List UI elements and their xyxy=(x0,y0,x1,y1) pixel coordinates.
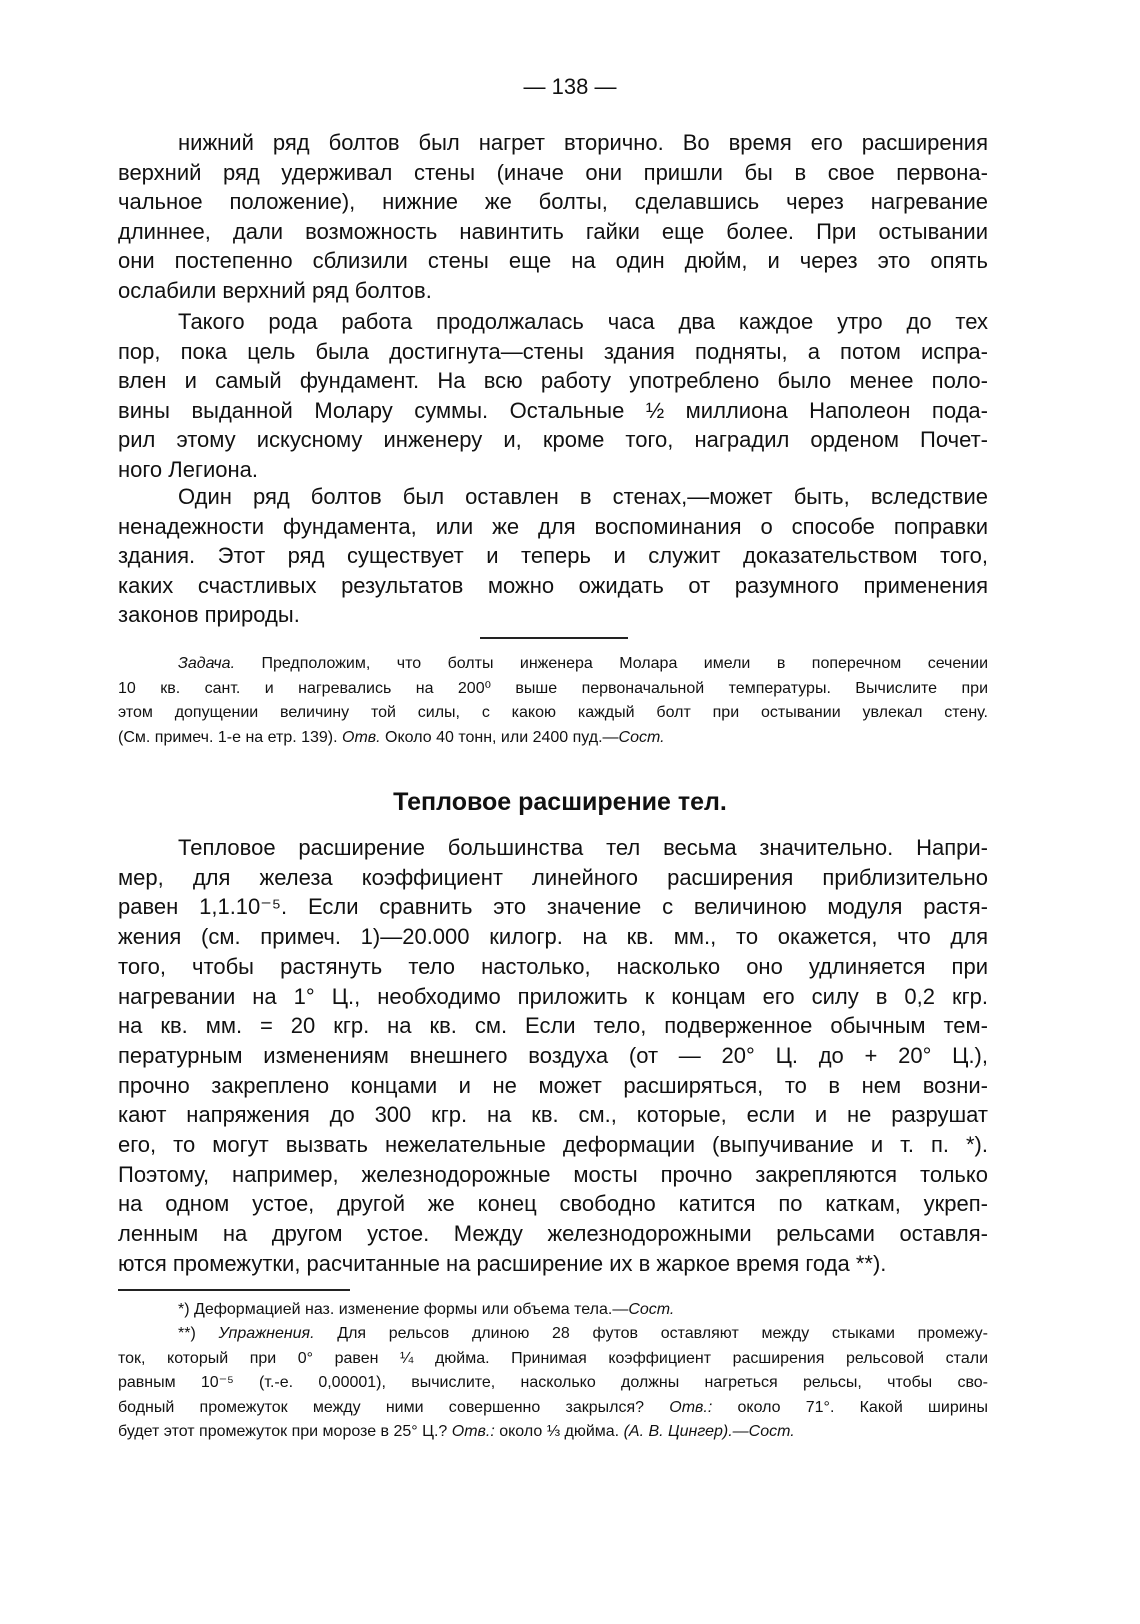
text: около ⅓ дюйма. xyxy=(494,1423,624,1440)
paragraph-line xyxy=(118,189,988,215)
paragraph-line xyxy=(118,1073,988,1099)
italic-text: Отв.: xyxy=(451,1423,495,1440)
paragraph-line xyxy=(118,573,988,599)
text: влен и самый фундамент. На всю работу употреблено было менее поло- xyxy=(118,368,988,394)
text: Тепловое расширение большинства тел весьма значительно. Напри- xyxy=(178,835,988,860)
paragraph-line xyxy=(118,1102,988,1128)
text: равен 1,1.10⁻⁵. Если сравнить это значение с величиною модуля растя- xyxy=(118,894,988,920)
text: пор, пока цель была достигнута—стены здания подняты, а потом испра- xyxy=(118,338,988,364)
text: около 71°. Какой ширины xyxy=(712,1398,988,1416)
footnote-line xyxy=(118,1349,988,1369)
text: 10 кв. сант. и нагревались на 200⁰ выше первоначальной температуры. Вычислите при xyxy=(118,679,988,697)
text: равным 10⁻⁵ (т.-е. 0,00001), вычислите, насколько должны нагреться рельсы, чтобы сво- xyxy=(118,1374,988,1391)
paragraph-line xyxy=(118,514,988,540)
problem-line xyxy=(118,703,988,723)
text: пературным изменениям внешнего воздуха (от — 20° Ц. до + 20° Ц.), xyxy=(118,1042,988,1068)
italic-text: Сост. xyxy=(618,728,665,746)
text: нижний ряд болтов был нагрет вторично. Во время его расширения xyxy=(178,130,988,155)
paragraph-line xyxy=(118,924,988,950)
paragraph-line xyxy=(118,427,988,453)
paragraph-line xyxy=(178,835,988,861)
paragraph-line xyxy=(118,1191,988,1217)
paragraph-line xyxy=(118,984,988,1010)
text: мер, для железа коэффициент линейного расширения приблизительно xyxy=(118,864,988,890)
footnote-line xyxy=(118,1373,988,1393)
text: Один ряд болтов был оставлен в стенах,—может быть, вследствие xyxy=(178,484,988,509)
paragraph-line xyxy=(118,1043,988,1069)
problem-line xyxy=(118,728,988,748)
paragraph-line xyxy=(118,1162,988,1188)
text: **) xyxy=(178,1325,219,1342)
text: кают напряжения до 300 кгр. на кв. см., которые, если и не разрушат xyxy=(118,1102,988,1128)
paragraph-line xyxy=(178,484,988,510)
paragraph-line xyxy=(118,543,988,569)
text: Для рельсов длиною 28 футов оставляют между стыками промежу- xyxy=(314,1325,989,1342)
footnote-line xyxy=(118,1398,988,1418)
text: жения (см. примеч. 1)—20.000 килогр. на кв. мм., то окажется, что для xyxy=(118,924,988,950)
problem-line xyxy=(178,654,988,674)
paragraph-line xyxy=(118,398,988,424)
italic-text: Сост. xyxy=(628,1301,675,1318)
text: будет этот промежуток при морозе в 25° Ц.? xyxy=(118,1423,452,1440)
text: ослабили верхний ряд болтов. xyxy=(118,278,432,303)
text: Предположим, что болты инженера Молара имели в поперечном сечении xyxy=(235,655,988,672)
text: ного Легиона. xyxy=(118,457,258,482)
paragraph-line xyxy=(178,309,988,335)
text: ненадежности фундамента, или же для воспоминания о способе поправки xyxy=(118,513,988,539)
paragraph-line xyxy=(118,339,988,365)
paragraph-line xyxy=(118,368,988,394)
section-heading: Тепловое расширение тел. xyxy=(393,788,727,816)
text: верхний ряд удерживал стены (иначе они пришли бы в свое первона- xyxy=(118,159,988,185)
text: (См. примеч. 1-е на етр. 139). xyxy=(118,728,343,746)
text: каких счастливых результатов можно ожидать от разумного применения xyxy=(118,572,988,598)
paragraph-line xyxy=(118,248,988,274)
footnote-line xyxy=(178,1300,988,1320)
paragraph-line xyxy=(118,602,988,628)
text: чальное положение), нижние же болты, сделавшись через нагревание xyxy=(118,189,988,215)
paragraph-line xyxy=(118,954,988,980)
text: того, чтобы растянуть тело настолько, насколько оно удлиняется при xyxy=(118,953,988,979)
text: ленным на другом устое. Между железнодорожными рельсами оставля- xyxy=(118,1221,988,1247)
paragraph-line xyxy=(118,457,988,483)
text: прочно закреплено концами и не может расширяться, то в нем возни- xyxy=(118,1072,988,1098)
separator-rule xyxy=(480,637,628,639)
footnote-rule xyxy=(118,1289,350,1291)
text: его, то могут вызвать нежелательные деформации (выпучивание и т. п. *). xyxy=(118,1132,988,1157)
text: рил этому искусному инженеру и, кроме того, наградил орденом Почет- xyxy=(118,427,988,453)
paragraph-line xyxy=(118,1221,988,1247)
paragraph-line xyxy=(118,278,988,304)
problem-line xyxy=(118,679,988,699)
paragraph-line xyxy=(118,865,988,891)
footnote-line xyxy=(118,1422,988,1442)
italic-text: Отв. xyxy=(342,728,381,746)
paragraph-line xyxy=(118,1132,988,1158)
text: здания. Этот ряд существует и теперь и служит доказательством того, xyxy=(118,543,988,569)
text: нагревании на 1° Ц., необходимо приложить к концам его силу в 0,2 кгр. xyxy=(118,983,988,1009)
paragraph-line xyxy=(118,1251,988,1277)
text: на кв. мм. = 20 кгр. на кв. см. Если тело, подверженное обычным тем- xyxy=(118,1013,988,1039)
italic-text: Задача. xyxy=(178,655,236,672)
paragraph-line xyxy=(118,160,988,186)
text: на одном устое, другой же конец свободно катится по каткам, укреп- xyxy=(118,1191,988,1217)
paragraph-line xyxy=(118,894,988,920)
text: они постепенно сблизили стены еще на один дюйм, и через это опять xyxy=(118,248,988,274)
text: законов природы. xyxy=(118,602,300,628)
text: ются промежутки, расчитанные на расширение их в жаркое время года **). xyxy=(118,1250,887,1276)
text: *) Деформацией наз. изменение формы или объема тела.— xyxy=(178,1301,629,1318)
text: Около 40 тонн, или 2400 пуд.— xyxy=(380,728,619,746)
paragraph-line xyxy=(178,130,988,156)
italic-text: (А. В. Цингер).—Сост. xyxy=(623,1423,795,1440)
paragraph-line xyxy=(118,1013,988,1039)
text: вины выданной Молару суммы. Остальные ½ миллиона Наполеон пода- xyxy=(118,397,988,423)
text: Поэтому, например, железнодорожные мосты прочно закрепляются только xyxy=(118,1161,988,1187)
text: длиннее, дали возможность навинтить гайки еще более. При остывании xyxy=(118,218,988,244)
paragraph-line xyxy=(118,219,988,245)
italic-text: Отв.: xyxy=(669,1398,713,1416)
page-number: — 138 — xyxy=(523,74,617,99)
text: ток, который при 0° равен ¼ дюйма. Принимая коэффициент расширения рельсовой стали xyxy=(118,1349,988,1367)
text: бодный промежуток между ними совершенно закрылся? xyxy=(118,1398,670,1416)
italic-text: Упражнения. xyxy=(218,1325,315,1342)
text: этом допущении величину той силы, с какою каждый болт при остывании увлекал стену. xyxy=(118,704,988,721)
text: Такого рода работа продолжалась часа два каждое утро до тех xyxy=(178,309,988,334)
footnote-line xyxy=(178,1324,988,1344)
